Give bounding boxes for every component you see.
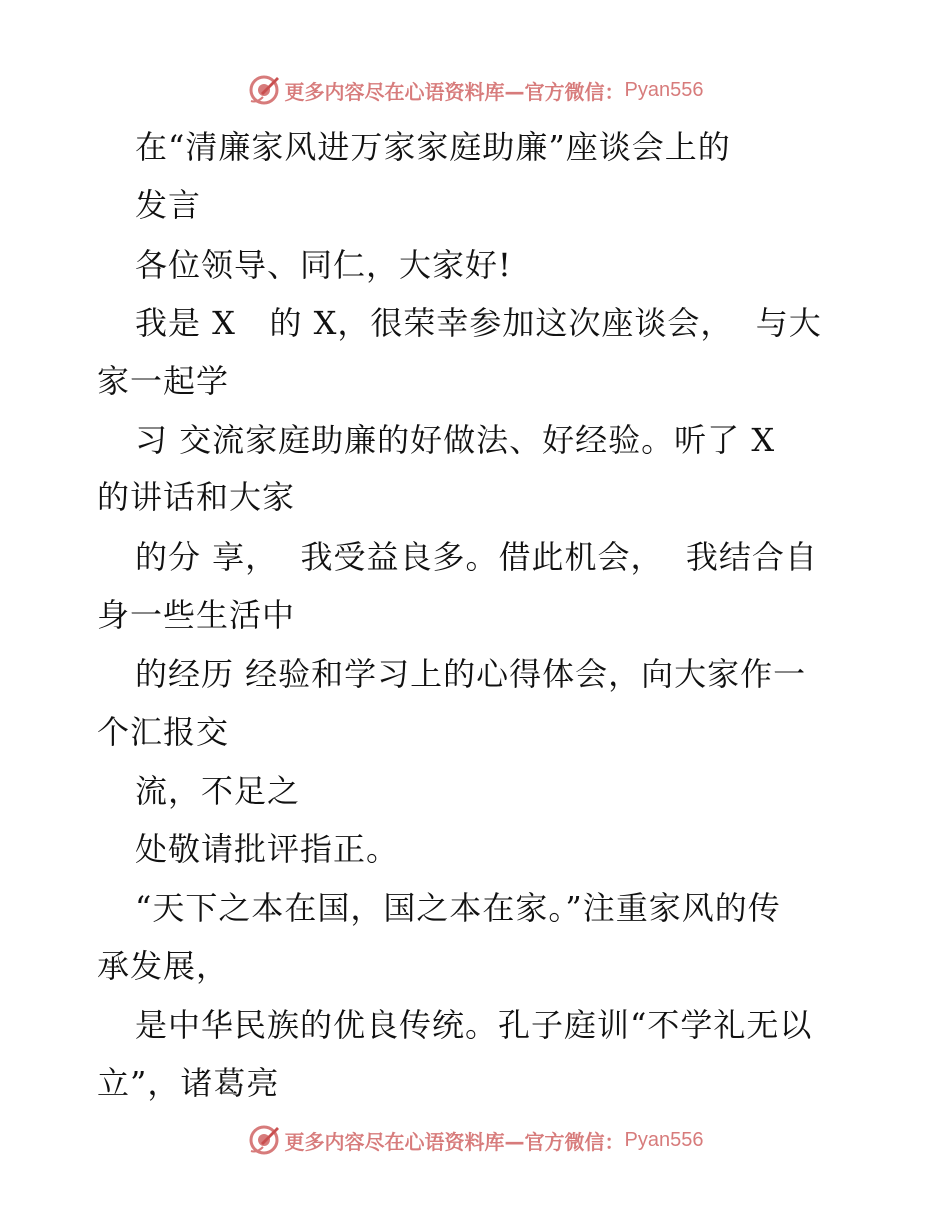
header-watermark: [0, 70, 950, 110]
greeting-line: 各位领导、同仁，大家好!: [135, 246, 512, 284]
banner-wechat-id: Pyan556: [624, 1128, 704, 1151]
text-line: 的经历 经验和学习上的心得体会，向大家作一: [135, 655, 807, 693]
text-line: 立”，诸葛亮: [97, 1064, 280, 1102]
title-line-2: 发言: [135, 186, 202, 224]
pen-logo-icon: [247, 1123, 281, 1157]
text-line: 流，不足之: [135, 772, 301, 810]
title-line-1: 在“清廉家风进万家家庭助廉”座谈会上的: [135, 128, 731, 166]
text-line: 身一些生活中: [97, 596, 296, 634]
text-line: 承发展，: [97, 947, 230, 985]
text-line: 的讲话和大家: [97, 478, 296, 516]
text-line: 个汇报交: [97, 713, 230, 751]
text-line: 习 交流家庭助廉的好做法、好经验。听了 X: [135, 421, 776, 459]
pen-logo-icon: [247, 73, 281, 107]
footer-watermark: [0, 1120, 950, 1160]
text-line: 我是 X 的 X，很荣幸参加这次座谈会， 与大: [135, 304, 822, 342]
text-line: 是中华民族的优良传统。孔子庭训“不学礼无以: [135, 1006, 813, 1044]
text-line: “天下之本在国，国之本在家。”注重家风的传: [135, 889, 781, 927]
text-line: 的分 享， 我受益良多。借此机会， 我结合自: [135, 538, 818, 576]
banner-text: 更多内容尽在心语资料库—官方微信：: [284, 79, 625, 104]
banner-text: 更多内容尽在心语资料库—官方微信：: [284, 1129, 625, 1154]
banner-wechat-id: Pyan556: [624, 78, 704, 101]
text-line: 家一起学: [97, 362, 230, 400]
text-line: 处敬请批评指正。: [135, 830, 400, 868]
